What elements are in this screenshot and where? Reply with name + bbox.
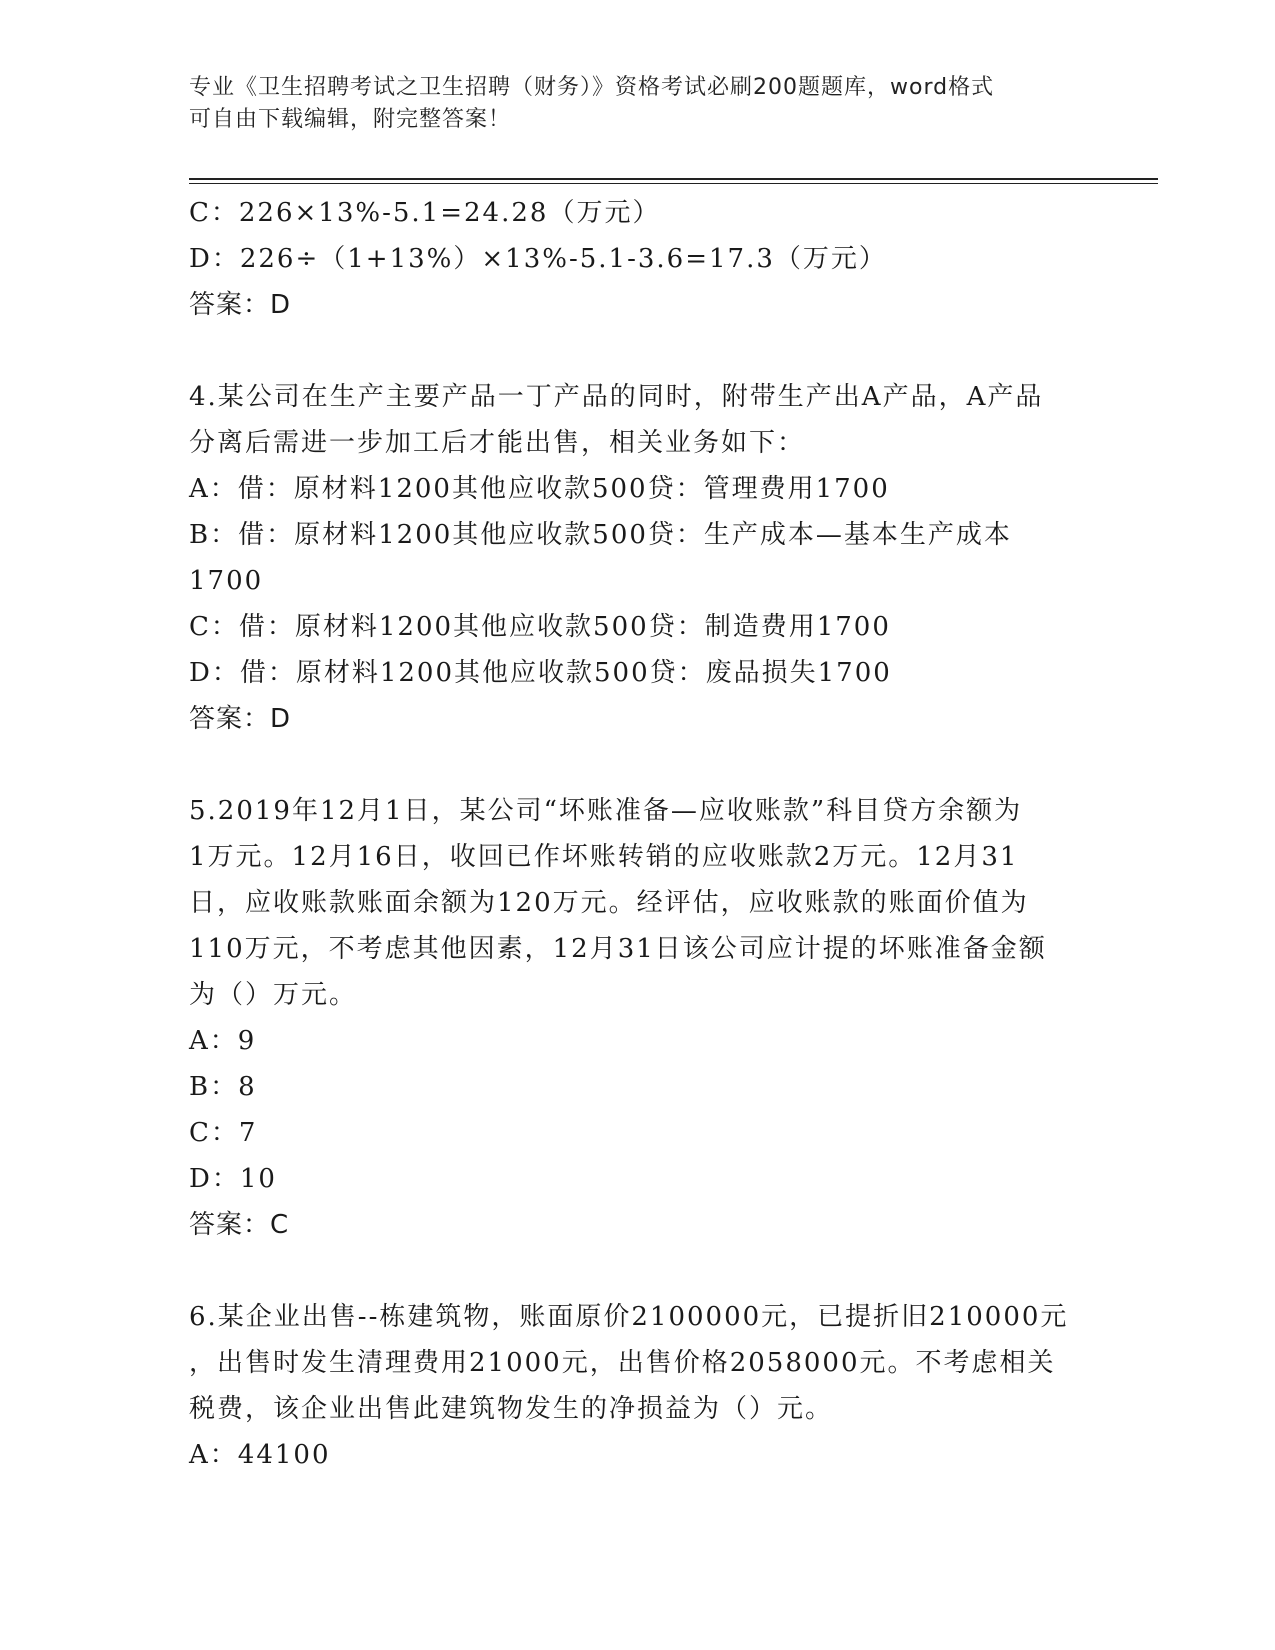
question-stem: 日，应收账款账面余额为120万元。经评估，应收账款的账面价值为 <box>189 888 1029 918</box>
question-4 <box>189 374 1089 742</box>
document-body <box>189 190 1089 1478</box>
option-c: C：226×13%-5.1=24.28（万元） <box>189 198 661 228</box>
option-d: D：226÷（1+13%）×13%-5.1-3.6=17.3（万元） <box>189 244 887 274</box>
option-d: D：借：原材料1200其他应收款500贷：废品损失1700 <box>189 658 892 688</box>
question-5 <box>189 788 1089 1248</box>
question-stem: 6.某企业出售--栋建筑物，账面原价2100000元，已提折旧210000元 <box>189 1302 1069 1332</box>
question-stem: 4.某公司在生产主要产品一丁产品的同时，附带生产出A产品，A产品 <box>189 382 1044 412</box>
header-title-line-2: 可自由下载编辑，附完整答案！ <box>189 107 512 132</box>
header-divider <box>189 178 1158 180</box>
question-spacer <box>189 742 1089 788</box>
option-a: A：9 <box>189 1026 257 1056</box>
question-stem: 分离后需进一步加工后才能出售，相关业务如下： <box>189 428 806 458</box>
question-spacer <box>189 328 1089 374</box>
question-stem: 5.2019年12月1日，某公司“坏账准备—应收账款”科目贷方余额为 <box>189 796 1023 826</box>
option-c: C：7 <box>189 1118 258 1148</box>
question-stem: ，出售时发生清理费用21000元，出售价格2058000元。不考虑相关 <box>189 1348 1056 1378</box>
question-spacer <box>189 1248 1089 1294</box>
question-3-tail <box>189 190 1089 328</box>
question-stem: 1万元。12月16日，收回已作坏账转销的应收账款2万元。12月31 <box>189 842 1019 872</box>
answer: 答案：D <box>189 290 292 320</box>
option-a: A：借：原材料1200其他应收款500贷：管理费用1700 <box>189 474 890 504</box>
answer: 答案：D <box>189 704 292 734</box>
question-6 <box>189 1294 1089 1478</box>
question-stem: 为（）万元。 <box>189 980 358 1010</box>
option-b: B：借：原材料1200其他应收款500贷：生产成本—基本生产成本 <box>189 520 1012 550</box>
answer: 答案：C <box>189 1210 290 1240</box>
page-header <box>189 72 1069 136</box>
option-a: A：44100 <box>189 1440 331 1470</box>
option-b: B：8 <box>189 1072 257 1102</box>
question-stem: 税费，该企业出售此建筑物发生的净损益为（）元。 <box>189 1394 834 1424</box>
header-divider-thin <box>189 183 1158 184</box>
header-title-line-1: 专业《卫生招聘考试之卫生招聘（财务）》资格考试必刷200题题库，word格式 <box>189 75 995 100</box>
option-c: C：借：原材料1200其他应收款500贷：制造费用1700 <box>189 612 891 642</box>
option-b-continued: 1700 <box>189 566 264 596</box>
question-stem: 110万元，不考虑其他因素，12月31日该公司应计提的坏账准备金额 <box>189 934 1047 964</box>
option-d: D：10 <box>189 1164 277 1194</box>
